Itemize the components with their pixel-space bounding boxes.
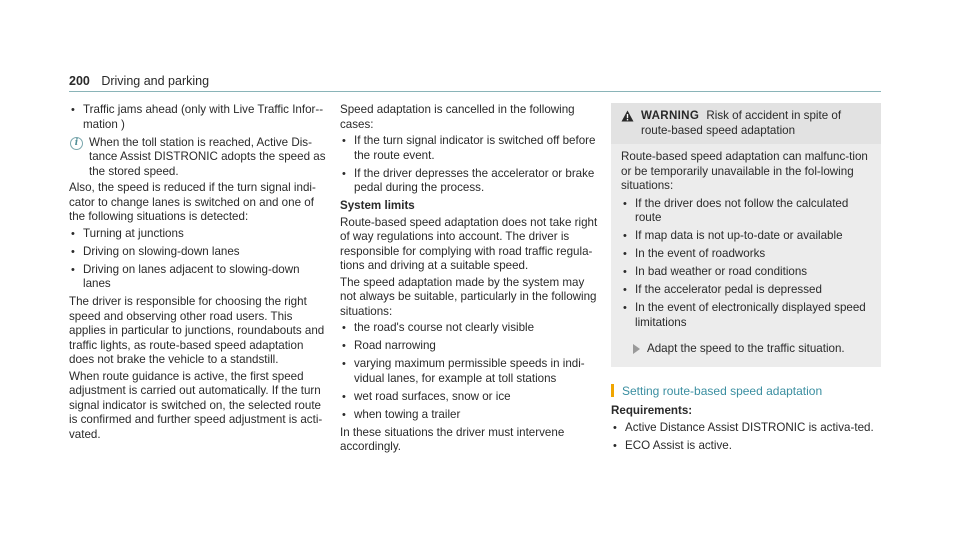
list-item: • Road narrowing <box>340 339 598 354</box>
list-item: • Driving on lanes adjacent to slowing-down lanes <box>69 263 326 292</box>
section-name: Driving and parking <box>101 74 210 88</box>
section-heading-text: Setting route-based speed adaptation <box>622 383 823 398</box>
warning-action <box>621 342 871 357</box>
info-icon: i <box>70 137 83 150</box>
subheading-system-limits: System limits <box>340 199 415 212</box>
requirements-label: Requirements: <box>611 404 693 417</box>
warning-header <box>611 103 881 144</box>
paragraph: Speed adaptation is cancelled in the following cases: <box>340 103 575 131</box>
warning-label: WARNING <box>641 109 700 122</box>
paragraph: In these situations the driver must intervene accordingly. <box>340 425 565 453</box>
list-item: • If the driver depresses the accelerator or brake pedal during the process. <box>340 167 598 196</box>
info-note-text: When the toll station is reached, Active Dis-tance Assist DISTRONIC adopts the speed as the stored speed. <box>89 135 326 178</box>
column-1 <box>69 103 326 444</box>
warning-triangle-icon <box>621 110 634 127</box>
list-item: • In the event of electronically displayed speed limitations <box>621 301 871 330</box>
cancel-cases-list <box>340 134 598 196</box>
list-item: • If the turn signal indicator is switched off before the route event. <box>340 134 598 163</box>
list-item: • the road's course not clearly visible <box>340 321 598 336</box>
action-arrow-icon <box>633 344 640 354</box>
list-item: • In the event of roadworks <box>621 247 871 262</box>
page-number: 200 <box>69 74 90 88</box>
warning-action-text: Adapt the speed to the traffic situation. <box>647 342 845 355</box>
warning-box <box>611 103 881 367</box>
section-marker-bar <box>611 384 614 397</box>
situations-list <box>69 227 326 292</box>
limits-list <box>340 321 598 422</box>
list-item: • If the driver does not follow the calculated route <box>621 197 871 226</box>
paragraph: The driver is responsible for choosing the right speed and observing other road users. This applies in particular to junctions, roundabouts and traffic lights, as route-based speed adaptation does not brake the vehicle to a standstill. <box>69 295 325 366</box>
paragraph: Route-based speed adaptation does not take right of way regulations into account. The driver is responsible for complying with road traffic regula-tions and driving at a suitable speed. <box>340 215 598 272</box>
warning-title: Risk of accident in spite of route-based speed adaptation <box>641 109 842 137</box>
list-item: • Driving on slowing-down lanes <box>69 245 326 260</box>
paragraph: The speed adaptation made by the system may not always be suitable, particularly in the following situations: <box>340 275 597 318</box>
info-note <box>69 136 326 180</box>
paragraph: Also, the speed is reduced if the turn signal indi-cator to change lanes is switched on and one of the following situations is detected: <box>69 181 316 223</box>
list-item: • when towing a trailer <box>340 408 598 423</box>
warning-list <box>621 197 871 331</box>
list-item: • Traffic jams ahead (only with Live Traffic Infor-mation ) <box>69 103 326 132</box>
paragraph: When route guidance is active, the first speed adjustment is carried out automatically. If the turn signal indicator is switched on, the selected route is confirmed and further speed adjustment is acti-vated. <box>69 369 323 441</box>
section-heading <box>611 384 881 399</box>
list-item: • Turning at junctions <box>69 227 326 242</box>
page-header <box>69 74 209 88</box>
list-item: • varying maximum permissible speeds in indi-vidual lanes, for example at toll stations <box>340 357 598 386</box>
column-3 <box>611 103 881 457</box>
requirements-list <box>611 421 881 454</box>
column-2 <box>340 103 598 457</box>
header-divider <box>69 91 881 92</box>
warning-body <box>611 144 881 367</box>
bullet-list-top <box>69 103 326 132</box>
list-item: • In bad weather or road conditions <box>621 265 871 280</box>
warning-text: Route-based speed adaptation can malfunc-tion or be temporarily unavailable in the fol-lowing situations: <box>621 150 868 192</box>
list-item: • Active Distance Assist DISTRONIC is activa-ted. <box>611 421 881 436</box>
list-item: • ECO Assist is active. <box>611 439 881 454</box>
list-item: • If the accelerator pedal is depressed <box>621 283 871 298</box>
list-item: • If map data is not up-to-date or available <box>621 229 871 244</box>
list-item: • wet road surfaces, snow or ice <box>340 390 598 405</box>
